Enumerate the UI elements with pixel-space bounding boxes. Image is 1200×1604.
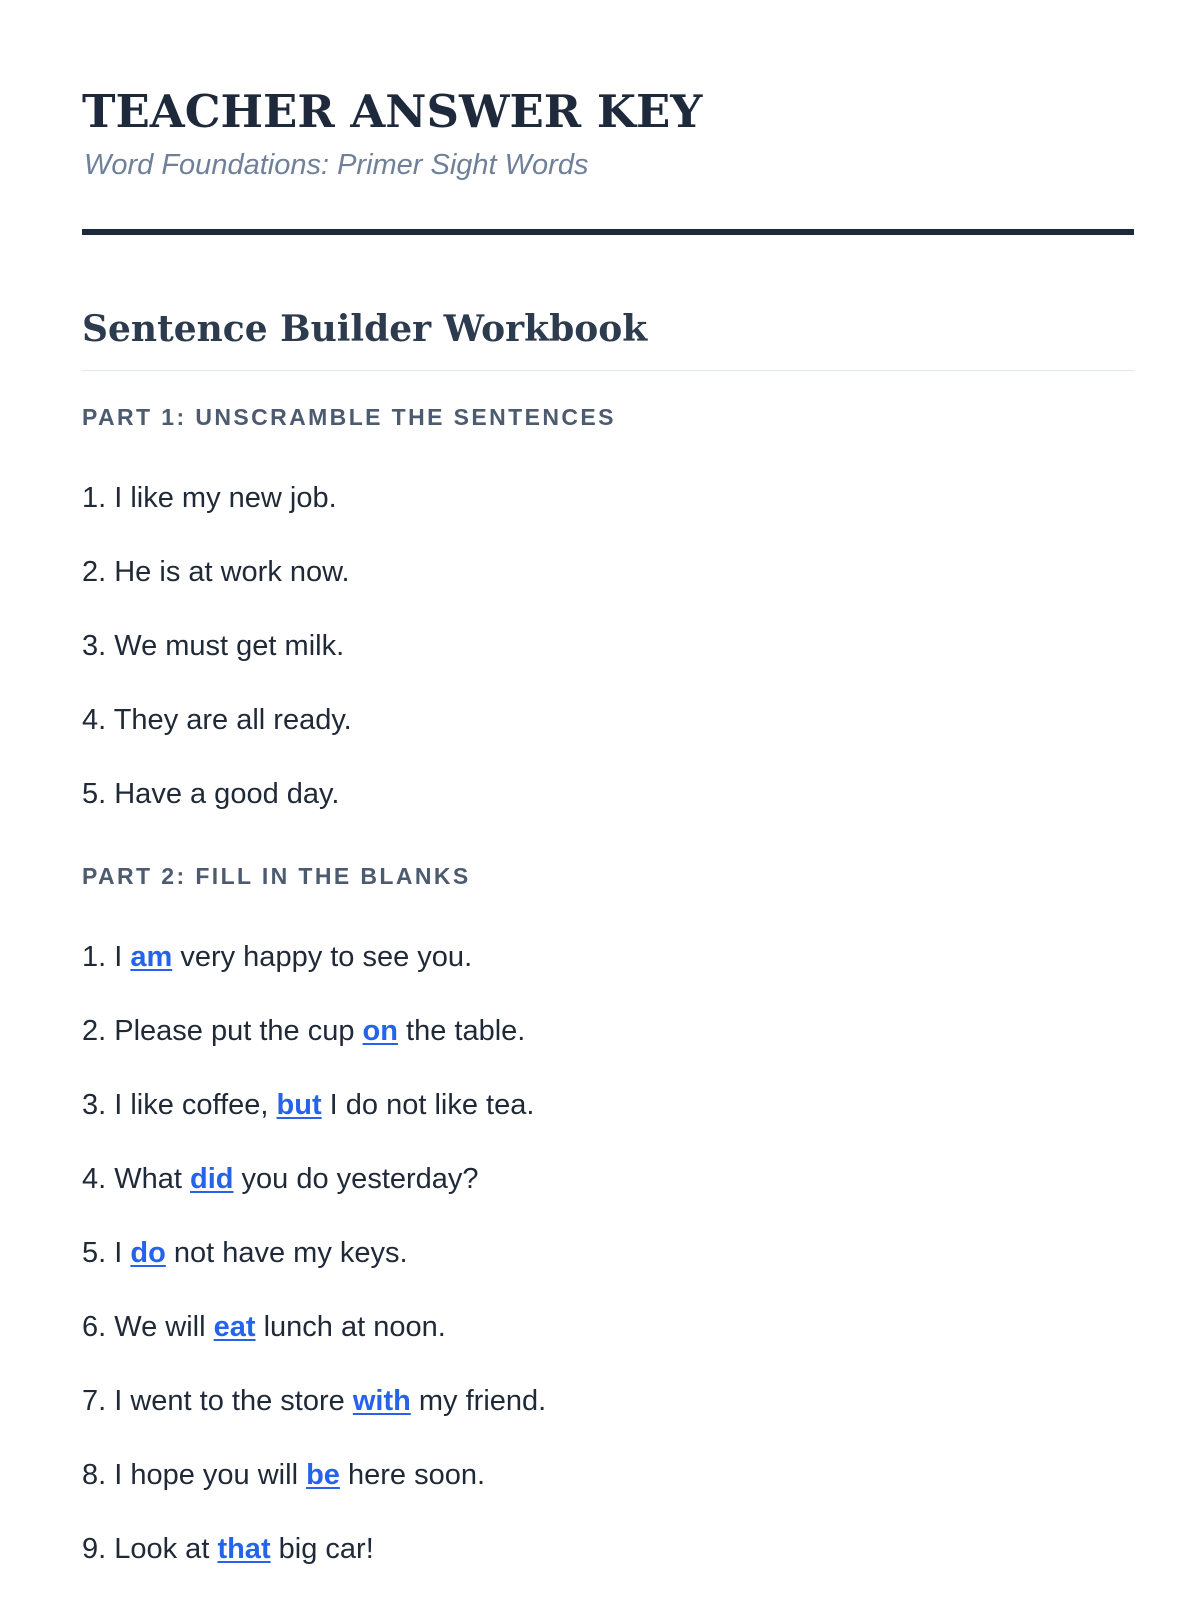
header-divider	[82, 229, 1134, 235]
workbook-title: Sentence Builder Workbook	[82, 308, 648, 350]
part2-item	[82, 1456, 546, 1530]
sentence-end: here soon.	[339, 1459, 486, 1491]
part2-item	[82, 938, 546, 1012]
sentence-end: I do not like tea.	[321, 1089, 535, 1121]
answer-word: with	[352, 1385, 411, 1417]
part2-item	[82, 1382, 546, 1456]
sentence-start: 2. Please put the cup	[82, 1015, 363, 1047]
sentence-start: 1. I	[82, 941, 131, 973]
sentence-end: big car!	[270, 1533, 374, 1565]
part2-heading: PART 2: FILL IN THE BLANKS	[82, 863, 471, 889]
answer-word: that	[217, 1533, 271, 1565]
part2-item	[82, 1160, 546, 1234]
page-title: TEACHER ANSWER KEY	[82, 85, 703, 138]
part1-item: 3. We must get milk.	[82, 630, 345, 662]
page-subtitle: Word Foundations: Primer Sight Words	[84, 149, 589, 181]
part2-list	[82, 938, 546, 1604]
sentence-start: 3. I like coffee,	[82, 1089, 277, 1121]
workbook-divider	[82, 370, 1134, 371]
part2-item	[82, 1012, 546, 1086]
sentence-start: 4. What	[82, 1163, 190, 1195]
part2-item	[82, 1308, 546, 1382]
part1-heading: PART 1: UNSCRAMBLE THE SENTENCES	[82, 404, 616, 430]
answer-word: be	[306, 1459, 340, 1491]
sentence-end: lunch at noon.	[255, 1311, 446, 1343]
answer-word: am	[130, 941, 173, 973]
sentence-end: very happy to see you.	[172, 941, 473, 973]
answer-word: do	[130, 1237, 166, 1269]
sentence-end: my friend.	[410, 1385, 547, 1417]
sentence-end: not have my keys.	[165, 1237, 408, 1269]
answer-word: did	[190, 1163, 234, 1195]
sentence-end: the table.	[397, 1015, 526, 1047]
part1-list	[82, 479, 352, 849]
part1-item: 4. They are all ready.	[82, 704, 352, 736]
part2-item	[82, 1234, 546, 1308]
sentence-start: 8. I hope you will	[82, 1459, 307, 1491]
part1-item: 2. He is at work now.	[82, 556, 350, 588]
part2-item	[82, 1530, 546, 1604]
sentence-start: 7. I went to the store	[82, 1385, 353, 1417]
sentence-end: you do yesterday?	[233, 1163, 479, 1195]
part1-item: 5. Have a good day.	[82, 778, 340, 810]
sentence-start: 9. Look at	[82, 1533, 218, 1565]
sentence-start: 6. We will	[82, 1311, 214, 1343]
part1-item: 1. I like my new job.	[82, 482, 337, 514]
answer-word: eat	[213, 1311, 256, 1343]
answer-word: on	[362, 1015, 398, 1047]
part2-item	[82, 1086, 546, 1160]
answer-word: but	[276, 1089, 322, 1121]
sentence-start: 5. I	[82, 1237, 131, 1269]
